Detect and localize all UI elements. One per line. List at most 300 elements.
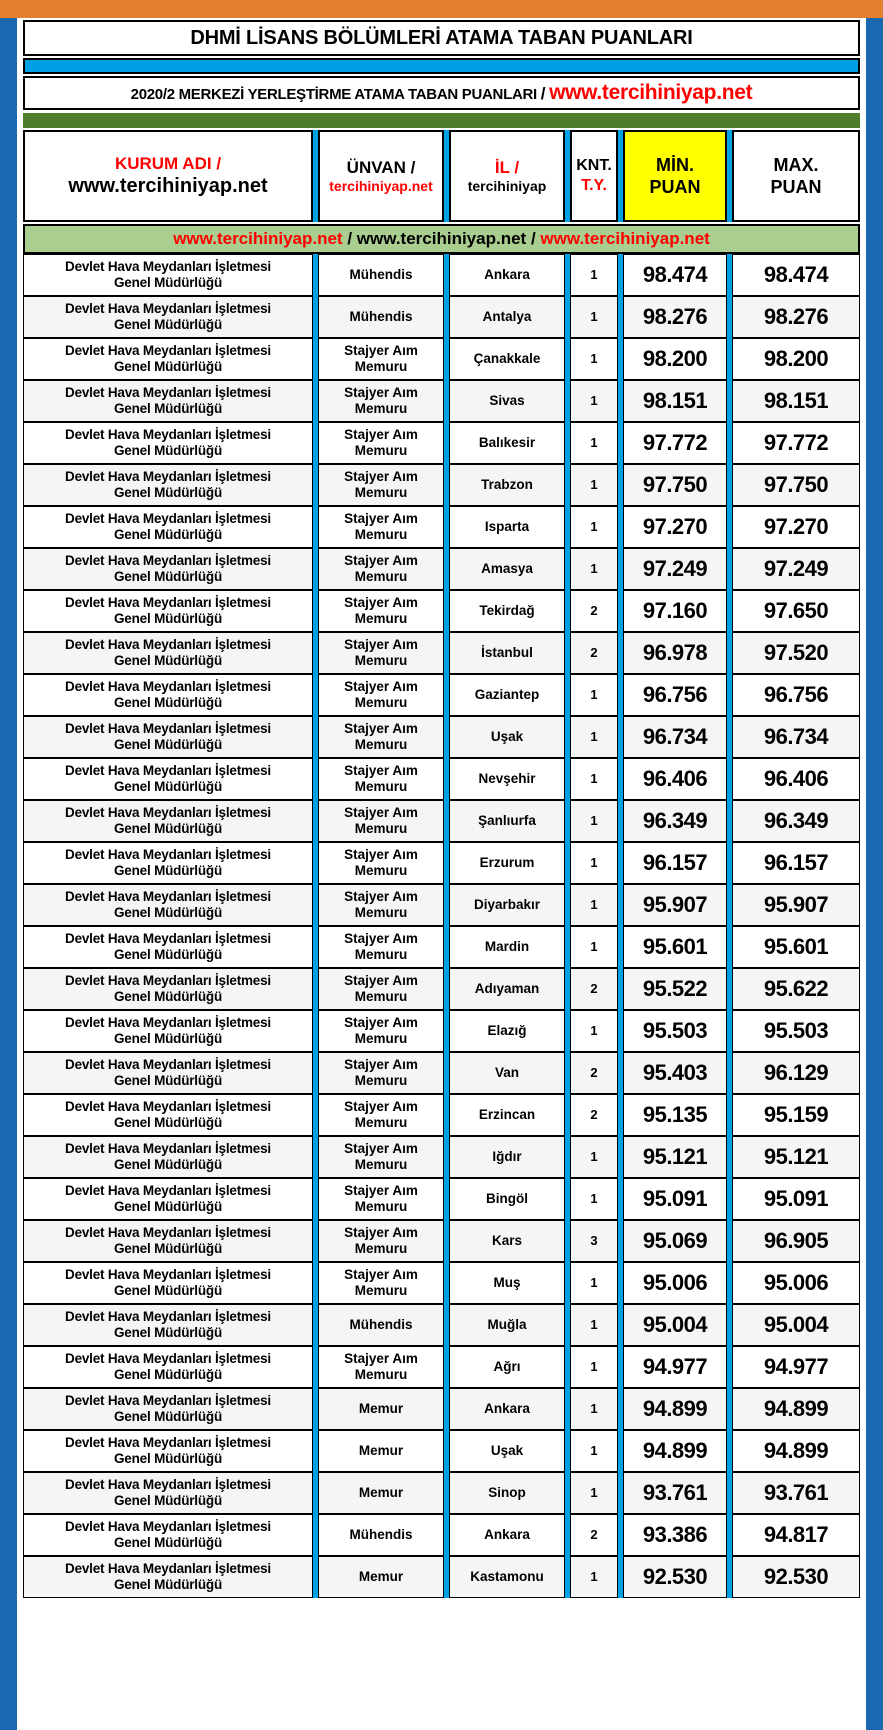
table-row[interactable]	[23, 632, 860, 674]
cell-max-puan	[732, 968, 860, 1010]
cell-kurum-adi-line2: Genel Müdürlüğü	[114, 1157, 222, 1172]
cell-kurum-adi-line2: Genel Müdürlüğü	[114, 1241, 222, 1256]
column-header-unvan-line2: tercihiniyap.net	[329, 177, 433, 194]
cell-kurum-adi-line2: Genel Müdürlüğü	[114, 1073, 222, 1088]
frame-left-rail	[0, 18, 17, 1730]
cell-kontenjan-line1: 1	[590, 434, 598, 450]
cell-unvan	[318, 926, 444, 968]
cell-kurum-adi-line1: Devlet Hava Meydanları İşletmesi	[65, 1057, 271, 1073]
cell-max-puan-line1: 97.270	[763, 514, 829, 540]
cell-kurum-adi	[23, 1430, 313, 1472]
cell-unvan	[318, 1178, 444, 1220]
cell-kontenjan	[570, 716, 618, 758]
table-row[interactable]	[23, 1178, 860, 1220]
cell-kontenjan	[570, 338, 618, 380]
cell-min-puan-line1: 96.406	[642, 766, 708, 792]
cell-kontenjan	[570, 1220, 618, 1262]
cell-kontenjan	[570, 1346, 618, 1388]
cell-kontenjan-line1: 1	[590, 476, 598, 492]
cell-min-puan	[623, 1052, 727, 1094]
cell-max-puan-line1: 94.899	[763, 1396, 829, 1422]
cell-kontenjan	[570, 968, 618, 1010]
cell-unvan-line1: Stajyer Aım	[344, 1225, 418, 1241]
cell-max-puan	[732, 1430, 860, 1472]
cell-il	[449, 1556, 565, 1598]
cell-min-puan-line1: 95.403	[642, 1060, 708, 1086]
cell-max-puan-line1: 97.750	[763, 472, 829, 498]
cell-il-line1: Nevşehir	[478, 771, 536, 787]
table-row[interactable]	[23, 800, 860, 842]
cell-kontenjan	[570, 1472, 618, 1514]
cell-kurum-adi-line2: Genel Müdürlüğü	[114, 1409, 222, 1424]
cell-unvan-line1: Stajyer Aım	[344, 847, 418, 863]
cell-kontenjan	[570, 506, 618, 548]
cell-il	[449, 422, 565, 464]
cell-unvan-line1: Stajyer Aım	[344, 679, 418, 695]
cell-kurum-adi	[23, 1262, 313, 1304]
cell-unvan	[318, 758, 444, 800]
cell-kurum-adi	[23, 968, 313, 1010]
cell-unvan	[318, 1094, 444, 1136]
cell-min-puan	[623, 338, 727, 380]
cell-kontenjan	[570, 1136, 618, 1178]
table-row[interactable]	[23, 1556, 860, 1598]
cell-unvan-line2: Memuru	[354, 653, 408, 668]
cell-unvan-line2: Memuru	[354, 443, 408, 458]
cell-unvan-line2: Memuru	[354, 1115, 408, 1130]
cell-il-line1: Van	[494, 1065, 519, 1081]
cell-unvan-line1: Stajyer Aım	[344, 1267, 418, 1283]
table-row[interactable]	[23, 1262, 860, 1304]
table-row[interactable]	[23, 590, 860, 632]
table-row[interactable]	[23, 1010, 860, 1052]
cell-min-puan	[623, 1556, 727, 1598]
cell-kontenjan	[570, 1094, 618, 1136]
cell-max-puan	[732, 926, 860, 968]
table-row[interactable]	[23, 296, 860, 338]
cell-kurum-adi	[23, 1556, 313, 1598]
cell-unvan-line1: Stajyer Aım	[344, 763, 418, 779]
cell-min-puan	[623, 1346, 727, 1388]
cell-il	[449, 1304, 565, 1346]
cell-il-line1: Trabzon	[481, 477, 533, 493]
cell-max-puan	[732, 758, 860, 800]
cell-il-line1: Uşak	[490, 729, 524, 745]
cell-kurum-adi-line1: Devlet Hava Meydanları İşletmesi	[65, 1309, 271, 1325]
table-row[interactable]	[23, 1430, 860, 1472]
cell-max-puan-line1: 96.157	[763, 850, 829, 876]
table-row[interactable]	[23, 926, 860, 968]
cell-unvan	[318, 1010, 444, 1052]
cell-min-puan	[623, 464, 727, 506]
cell-kurum-adi-line2: Genel Müdürlüğü	[114, 863, 222, 878]
cell-il	[449, 380, 565, 422]
cell-kurum-adi	[23, 422, 313, 464]
cell-kurum-adi-line1: Devlet Hava Meydanları İşletmesi	[65, 511, 271, 527]
cell-min-puan-line1: 95.006	[642, 1270, 708, 1296]
subtitle-text: 2020/2 MERKEZİ YERLEŞTİRME ATAMA TABAN PUANLARI	[130, 86, 537, 103]
cell-unvan-line2: Memuru	[354, 947, 408, 962]
cell-kurum-adi-line2: Genel Müdürlüğü	[114, 1535, 222, 1550]
table-row[interactable]	[23, 842, 860, 884]
cell-il	[449, 296, 565, 338]
cell-unvan-line2: Memuru	[354, 401, 408, 416]
cell-max-puan	[732, 1346, 860, 1388]
cell-kontenjan-line1: 2	[590, 644, 598, 660]
cell-min-puan-line1: 95.069	[642, 1228, 708, 1254]
cell-kontenjan-line1: 1	[590, 1484, 598, 1500]
cell-unvan-line1: Memur	[358, 1569, 404, 1585]
cell-unvan-line1: Stajyer Aım	[344, 973, 418, 989]
cell-il-line1: Ağrı	[493, 1359, 521, 1375]
cell-kurum-adi	[23, 716, 313, 758]
cell-kurum-adi	[23, 1094, 313, 1136]
cell-kurum-adi-line2: Genel Müdürlüğü	[114, 527, 222, 542]
cell-kurum-adi-line1: Devlet Hava Meydanları İşletmesi	[65, 805, 271, 821]
cell-kurum-adi	[23, 1514, 313, 1556]
cell-min-puan-line1: 96.349	[642, 808, 708, 834]
cell-kontenjan	[570, 1556, 618, 1598]
cell-unvan	[318, 338, 444, 380]
cell-kurum-adi-line1: Devlet Hava Meydanları İşletmesi	[65, 1435, 271, 1451]
cell-il-line1: Tekirdağ	[479, 603, 535, 619]
cell-unvan	[318, 422, 444, 464]
cell-min-puan	[623, 968, 727, 1010]
cell-kontenjan-line1: 1	[590, 560, 598, 576]
cell-max-puan	[732, 548, 860, 590]
cell-min-puan-line1: 92.530	[642, 1564, 708, 1590]
column-header-min-line1: MİN.	[656, 154, 694, 175]
cell-kurum-adi-line2: Genel Müdürlüğü	[114, 569, 222, 584]
table-row[interactable]	[23, 1304, 860, 1346]
cell-il-line1: Ankara	[484, 1527, 530, 1543]
cell-kurum-adi-line2: Genel Müdürlüğü	[114, 401, 222, 416]
cell-max-puan-line1: 97.520	[763, 640, 829, 666]
cell-max-puan	[732, 716, 860, 758]
subtitle-separator: /	[540, 84, 546, 103]
cell-kontenjan-line1: 1	[590, 518, 598, 534]
cell-unvan-line1: Stajyer Aım	[344, 889, 418, 905]
table-row[interactable]	[23, 758, 860, 800]
cell-max-puan-line1: 95.004	[763, 1312, 829, 1338]
cell-max-puan	[732, 380, 860, 422]
cell-min-puan	[623, 632, 727, 674]
cell-unvan-line1: Stajyer Aım	[344, 931, 418, 947]
subtitle-url[interactable]: www.tercihiniyap.net	[549, 81, 753, 104]
table-row[interactable]	[23, 968, 860, 1010]
cell-il-line1: Sivas	[489, 393, 525, 409]
table-header-row	[23, 130, 860, 222]
cell-max-puan	[732, 254, 860, 296]
cell-max-puan	[732, 1304, 860, 1346]
cell-unvan-line1: Stajyer Aım	[344, 1099, 418, 1115]
top-orange-strip	[0, 0, 883, 18]
cell-il-line1: İstanbul	[481, 645, 533, 661]
column-header-kurum-line2: www.tercihiniyap.net	[68, 175, 268, 198]
column-header-kontenjan[interactable]	[570, 130, 618, 222]
cell-kurum-adi	[23, 338, 313, 380]
cell-min-puan-line1: 95.522	[642, 976, 708, 1002]
cell-il	[449, 842, 565, 884]
cell-kurum-adi-line2: Genel Müdürlüğü	[114, 653, 222, 668]
cell-il-line1: Mardin	[484, 939, 530, 955]
cell-kurum-adi-line1: Devlet Hava Meydanları İşletmesi	[65, 1393, 271, 1409]
table-row[interactable]	[23, 338, 860, 380]
cell-kurum-adi-line1: Devlet Hava Meydanları İşletmesi	[65, 259, 271, 275]
cell-max-puan	[732, 464, 860, 506]
table-row[interactable]	[23, 464, 860, 506]
table-row[interactable]	[23, 716, 860, 758]
cell-max-puan-line1: 98.474	[763, 262, 829, 288]
cell-kurum-adi	[23, 380, 313, 422]
cell-unvan-line1: Mühendis	[349, 1527, 413, 1543]
cell-max-puan-line1: 94.817	[763, 1522, 829, 1548]
cell-kontenjan	[570, 758, 618, 800]
cell-kontenjan-line1: 1	[590, 1400, 598, 1416]
cell-max-puan-line1: 93.761	[763, 1480, 829, 1506]
cell-kontenjan	[570, 1514, 618, 1556]
cell-kurum-adi-line2: Genel Müdürlüğü	[114, 947, 222, 962]
cell-unvan	[318, 800, 444, 842]
cell-unvan-line1: Stajyer Aım	[344, 469, 418, 485]
cell-unvan	[318, 968, 444, 1010]
column-header-unvan[interactable]	[318, 130, 444, 222]
table-body	[23, 254, 860, 1598]
cell-max-puan	[732, 1178, 860, 1220]
table-row[interactable]	[23, 1388, 860, 1430]
cell-min-puan-line1: 96.734	[642, 724, 708, 750]
table-row[interactable]	[23, 884, 860, 926]
table-row[interactable]	[23, 380, 860, 422]
cell-min-puan-line1: 97.249	[642, 556, 708, 582]
cell-kontenjan-line1: 1	[590, 1148, 598, 1164]
cell-max-puan	[732, 1388, 860, 1430]
cell-il-line1: Ankara	[484, 1401, 530, 1417]
cell-kurum-adi-line1: Devlet Hava Meydanları İşletmesi	[65, 1183, 271, 1199]
cell-il	[449, 590, 565, 632]
cell-unvan	[318, 464, 444, 506]
cell-max-puan-line1: 96.756	[763, 682, 829, 708]
cell-unvan-line2: Memuru	[354, 611, 408, 626]
cell-unvan-line1: Memur	[358, 1443, 404, 1459]
table-row[interactable]	[23, 1094, 860, 1136]
cell-il-line1: Erzincan	[478, 1107, 536, 1123]
table-row[interactable]	[23, 254, 860, 296]
column-header-unvan-line1: ÜNVAN /	[346, 157, 416, 177]
cell-unvan-line1: Stajyer Aım	[344, 595, 418, 611]
cell-min-puan	[623, 716, 727, 758]
cell-il	[449, 716, 565, 758]
cell-kurum-adi-line1: Devlet Hava Meydanları İşletmesi	[65, 1225, 271, 1241]
cell-il-line1: Çanakkale	[473, 351, 541, 367]
column-header-il-line2: tercihiniyap	[467, 177, 547, 194]
cell-il	[449, 926, 565, 968]
cell-il	[449, 1262, 565, 1304]
cell-il-line1: Gaziantep	[474, 687, 540, 703]
cell-kurum-adi-line2: Genel Müdürlüğü	[114, 275, 222, 290]
cell-kurum-adi	[23, 590, 313, 632]
table-row[interactable]	[23, 1220, 860, 1262]
cell-unvan-line1: Stajyer Aım	[344, 721, 418, 737]
cell-kurum-adi	[23, 1388, 313, 1430]
table-row[interactable]	[23, 1472, 860, 1514]
cell-max-puan	[732, 1094, 860, 1136]
cell-min-puan	[623, 296, 727, 338]
cell-kurum-adi-line1: Devlet Hava Meydanları İşletmesi	[65, 847, 271, 863]
cell-max-puan-line1: 92.530	[763, 1564, 829, 1590]
column-header-min-puan[interactable]	[623, 130, 727, 222]
cell-unvan	[318, 590, 444, 632]
cell-max-puan-line1: 95.006	[763, 1270, 829, 1296]
cell-min-puan	[623, 506, 727, 548]
cell-min-puan	[623, 590, 727, 632]
cell-kurum-adi-line1: Devlet Hava Meydanları İşletmesi	[65, 1267, 271, 1283]
cell-il	[449, 758, 565, 800]
cell-min-puan	[623, 1178, 727, 1220]
cell-min-puan	[623, 674, 727, 716]
cell-min-puan-line1: 96.978	[642, 640, 708, 666]
cell-min-puan	[623, 1388, 727, 1430]
cell-kurum-adi-line1: Devlet Hava Meydanları İşletmesi	[65, 553, 271, 569]
cell-min-puan	[623, 884, 727, 926]
cell-kurum-adi-line2: Genel Müdürlüğü	[114, 821, 222, 836]
cell-kurum-adi-line1: Devlet Hava Meydanları İşletmesi	[65, 343, 271, 359]
cell-unvan-line2: Memuru	[354, 485, 408, 500]
table-row[interactable]	[23, 1052, 860, 1094]
cell-min-puan-line1: 93.386	[642, 1522, 708, 1548]
cell-unvan-line1: Stajyer Aım	[344, 637, 418, 653]
table-row[interactable]	[23, 1136, 860, 1178]
table-row[interactable]	[23, 506, 860, 548]
table-row[interactable]	[23, 422, 860, 464]
cell-kontenjan	[570, 590, 618, 632]
cell-kurum-adi-line1: Devlet Hava Meydanları İşletmesi	[65, 1141, 271, 1157]
promo-url-1[interactable]: www.tercihiniyap.net	[173, 229, 343, 248]
cell-kontenjan	[570, 632, 618, 674]
cell-kurum-adi	[23, 296, 313, 338]
cell-kontenjan-line1: 1	[590, 1190, 598, 1206]
cell-kurum-adi-line1: Devlet Hava Meydanları İşletmesi	[65, 1351, 271, 1367]
cell-kurum-adi	[23, 884, 313, 926]
cell-il-line1: Muş	[493, 1275, 521, 1291]
cell-unvan-line2: Memuru	[354, 1283, 408, 1298]
column-header-kurum-adi[interactable]	[23, 130, 313, 222]
column-header-max-puan[interactable]	[732, 130, 860, 222]
cell-kurum-adi	[23, 842, 313, 884]
url-promo-band	[23, 224, 860, 254]
cell-unvan-line2: Memuru	[354, 989, 408, 1004]
cell-min-puan	[623, 1514, 727, 1556]
cell-max-puan	[732, 338, 860, 380]
cell-unvan-line1: Stajyer Aım	[344, 343, 418, 359]
cell-kurum-adi-line1: Devlet Hava Meydanları İşletmesi	[65, 1099, 271, 1115]
cell-unvan	[318, 1262, 444, 1304]
cell-il	[449, 1178, 565, 1220]
cell-kurum-adi	[23, 1472, 313, 1514]
cell-min-puan-line1: 98.151	[642, 388, 708, 414]
cell-max-puan	[732, 884, 860, 926]
cell-il-line1: Isparta	[484, 519, 530, 535]
cell-kurum-adi-line1: Devlet Hava Meydanları İşletmesi	[65, 931, 271, 947]
cell-max-puan	[732, 1556, 860, 1598]
table-row[interactable]	[23, 1346, 860, 1388]
cell-unvan	[318, 716, 444, 758]
cell-min-puan	[623, 422, 727, 464]
cell-unvan-line1: Stajyer Aım	[344, 1141, 418, 1157]
cell-il	[449, 632, 565, 674]
subtitle-banner	[23, 76, 860, 110]
cell-kontenjan-line1: 1	[590, 896, 598, 912]
cell-max-puan	[732, 422, 860, 464]
cell-kontenjan-line1: 1	[590, 728, 598, 744]
cell-max-puan-line1: 95.121	[763, 1144, 829, 1170]
cell-min-puan-line1: 95.121	[642, 1144, 708, 1170]
cell-max-puan	[732, 632, 860, 674]
cell-unvan-line2: Memuru	[354, 1199, 408, 1214]
cell-kontenjan-line1: 1	[590, 1442, 598, 1458]
cell-kurum-adi-line2: Genel Müdürlüğü	[114, 1367, 222, 1382]
cell-il	[449, 1010, 565, 1052]
cell-kontenjan	[570, 674, 618, 716]
cell-kontenjan-line1: 1	[590, 392, 598, 408]
cell-il-line1: Elazığ	[487, 1023, 527, 1039]
table-row[interactable]	[23, 674, 860, 716]
cell-max-puan	[732, 1262, 860, 1304]
column-header-il[interactable]	[449, 130, 565, 222]
cell-kontenjan-line1: 1	[590, 812, 598, 828]
cell-min-puan	[623, 1472, 727, 1514]
column-header-min-line2: PUAN	[649, 177, 701, 197]
cell-unvan-line1: Mühendis	[349, 309, 413, 325]
cell-unvan	[318, 1430, 444, 1472]
cell-min-puan-line1: 96.157	[642, 850, 708, 876]
cell-kurum-adi-line2: Genel Müdürlüğü	[114, 485, 222, 500]
cell-kurum-adi-line2: Genel Müdürlüğü	[114, 1031, 222, 1046]
cell-unvan-line2: Memuru	[354, 1073, 408, 1088]
cell-unvan	[318, 1136, 444, 1178]
cell-kurum-adi-line2: Genel Müdürlüğü	[114, 1577, 222, 1592]
cell-max-puan-line1: 96.406	[763, 766, 829, 792]
cell-unvan-line2: Memuru	[354, 359, 408, 374]
cell-min-puan-line1: 94.977	[642, 1354, 708, 1380]
cell-kurum-adi-line2: Genel Müdürlüğü	[114, 989, 222, 1004]
cell-kontenjan-line1: 1	[590, 266, 598, 282]
cell-kurum-adi	[23, 1010, 313, 1052]
cell-kurum-adi-line2: Genel Müdürlüğü	[114, 1451, 222, 1466]
column-header-max-line2: PUAN	[770, 177, 822, 197]
cell-kontenjan	[570, 296, 618, 338]
cell-il-line1: Antalya	[482, 309, 532, 325]
cell-min-puan	[623, 1136, 727, 1178]
cell-il-line1: Balıkesir	[478, 435, 536, 451]
promo-url-2[interactable]: www.tercihiniyap.net	[356, 229, 527, 248]
cell-min-puan-line1: 95.004	[642, 1312, 708, 1338]
cell-max-puan-line1: 94.899	[763, 1438, 829, 1464]
cell-max-puan	[732, 1220, 860, 1262]
table-row[interactable]	[23, 1514, 860, 1556]
cell-kontenjan	[570, 380, 618, 422]
cell-kurum-adi	[23, 1178, 313, 1220]
cell-kurum-adi-line1: Devlet Hava Meydanları İşletmesi	[65, 301, 271, 317]
table-row[interactable]	[23, 548, 860, 590]
cell-il	[449, 1136, 565, 1178]
cell-min-puan-line1: 94.899	[642, 1438, 708, 1464]
page-title: DHMİ LİSANS BÖLÜMLERİ ATAMA TABAN PUANLARI	[23, 20, 860, 56]
cell-il-line1: Kars	[491, 1233, 523, 1249]
cell-il	[449, 338, 565, 380]
cell-kontenjan-line1: 1	[590, 1358, 598, 1374]
promo-url-3[interactable]: www.tercihiniyap.net	[540, 229, 710, 248]
